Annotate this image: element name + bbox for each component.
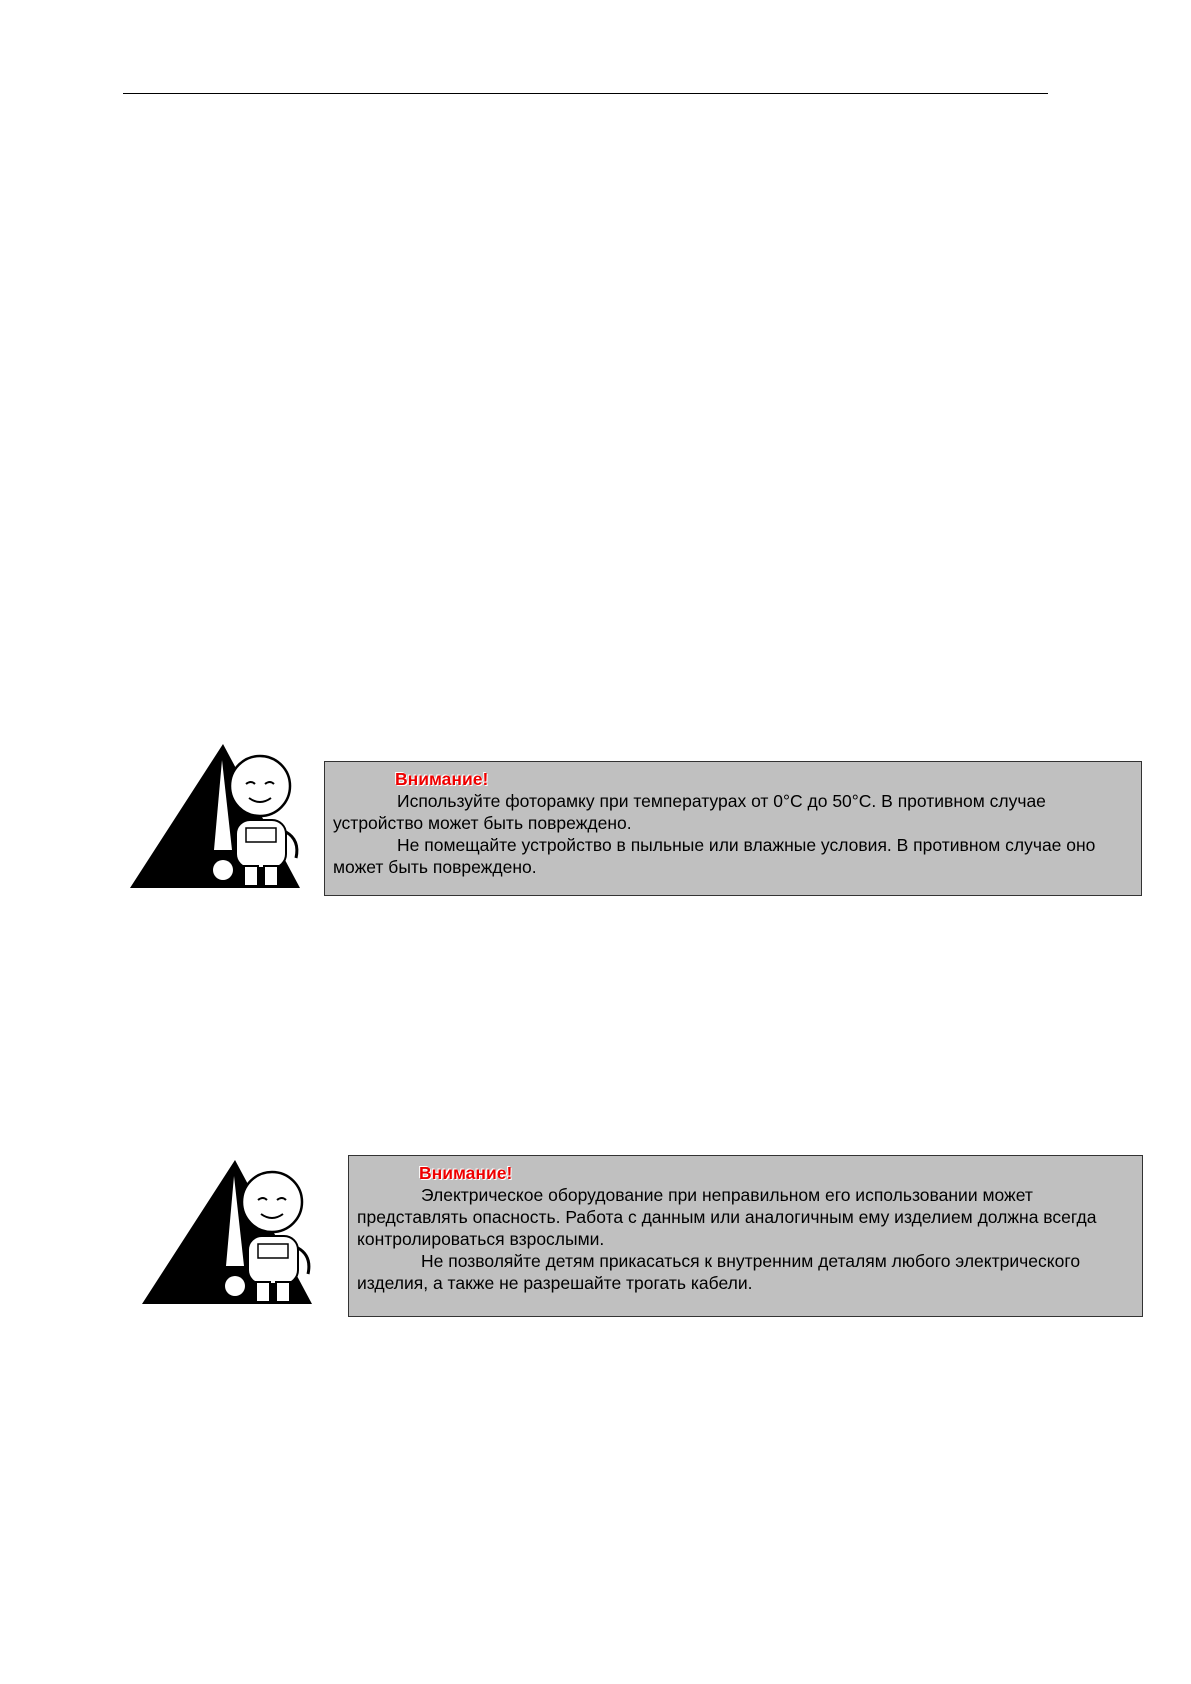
notice-title: Внимание!	[419, 1163, 513, 1183]
notice-paragraph: Используйте фоторамку при температурах от 0°C до 50°C. В противном случае устройство может быть повреждено.	[333, 791, 1046, 833]
notice-paragraph: Электрическое оборудование при неправильном его использовании может представлять опасность. Работа с данным или аналогичным ему изделием должна всегда контролироваться взрослыми.	[357, 1185, 1097, 1249]
notice-paragraph: Не помещайте устройство в пыльные или влажные условия. В противном случае оно может быть повреждено.	[333, 835, 1096, 877]
notice-title: Внимание!	[395, 769, 489, 789]
warning-robot-icon	[140, 1158, 318, 1308]
notice-box	[324, 761, 1142, 896]
notice-box	[348, 1155, 1143, 1317]
warning-robot-icon	[128, 742, 306, 892]
header-rule	[123, 93, 1048, 94]
notice-paragraph: Не позволяйте детям прикасаться к внутренним деталям любого электрического изделия, а также не разрешайте трогать кабели.	[357, 1251, 1081, 1293]
